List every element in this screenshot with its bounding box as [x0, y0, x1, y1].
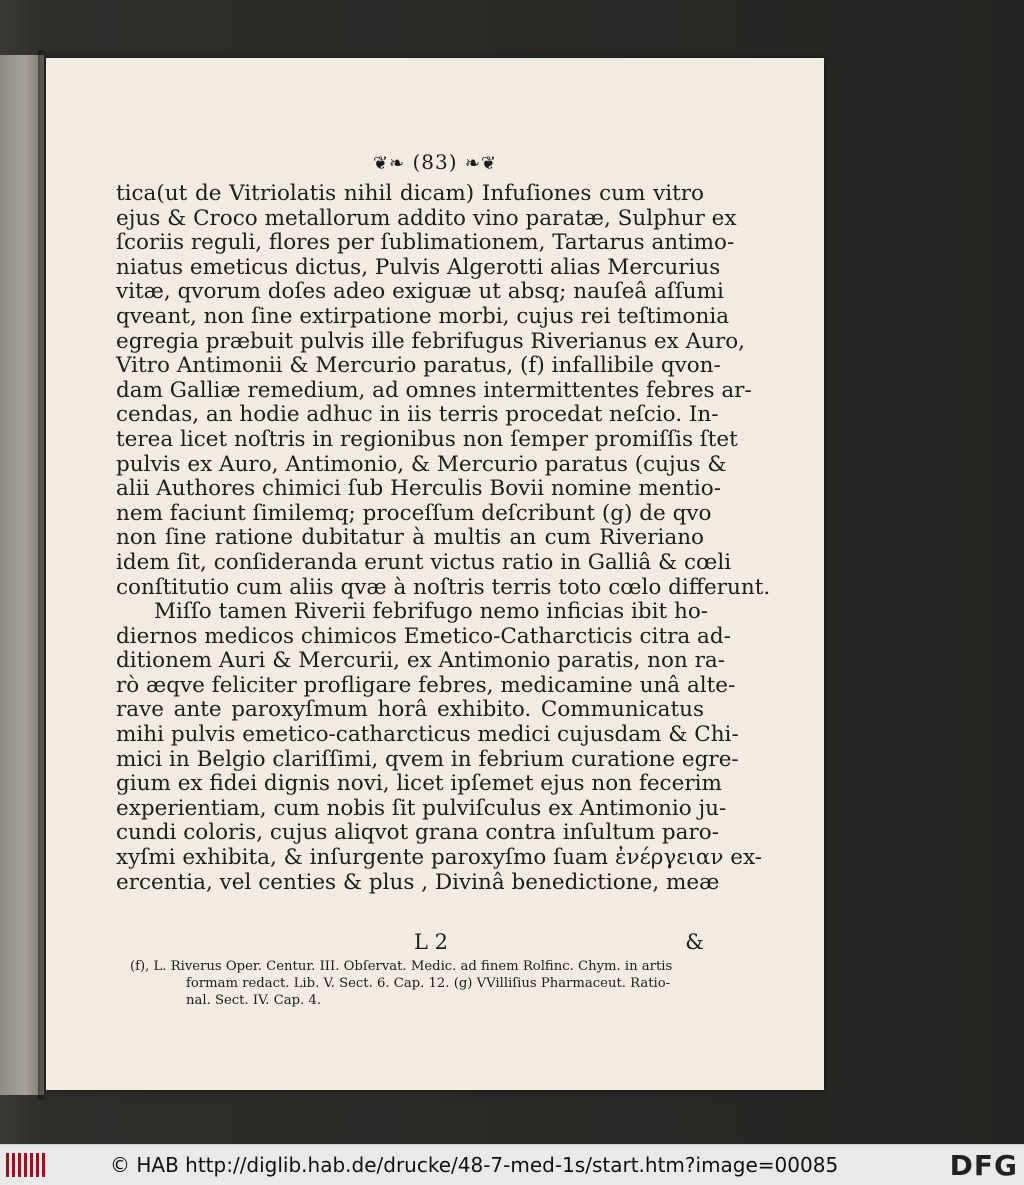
text-line: ditionem Auri & Mercurii, ex Antimonio paratis, non ra- — [116, 648, 725, 674]
text-line: Miſſo tamen Riverii febrifugo nemo inficias ibit ho- — [154, 599, 709, 625]
text-line: ejus & Croco metallorum addito vino paratæ, Sulphur ex — [116, 205, 737, 231]
signature-row — [116, 930, 704, 956]
footnote-line: formam redact. Lib. V. Sect. 6. Cap. 12. (g) VVilliſius Pharmaceut. Ratio- — [186, 976, 671, 991]
text-line: pulvis ex Auro, Antimonio, & Mercurio paratus (cujus & — [116, 451, 727, 477]
text-line: alii Authores chimici ſub Herculis Bovii nomine mentio- — [116, 476, 722, 502]
body-text — [116, 181, 771, 895]
text-line: conſtitutio cum aliis qvæ à noſtris terris toto cœlo differunt. — [116, 574, 771, 600]
text-line: vitæ, qvorum doſes adeo exiguæ ut absq; nauſeâ aſſumi — [116, 279, 724, 305]
text-line: tica(ut de Vitriolatis nihil dicam) Infuſiones cum vitro — [116, 181, 704, 206]
text-line: experientiam, cum nobis ſit pulviſculus ex Antimonio ju- — [116, 795, 727, 821]
text-line: egregia præbuit pulvis ille febrifugus Riverianus ex Auro, — [116, 328, 746, 354]
catchword: & — [685, 930, 704, 954]
text-line: Vitro Antimonii & Mercurio paratus, (f) infallibile qvon- — [116, 353, 721, 379]
viewer-footer — [0, 1144, 1024, 1185]
page-header — [46, 150, 824, 174]
text-line: idem ſit, conſideranda erunt victus ratio in Galliâ & cœli — [116, 549, 732, 575]
text-line: ercentia, vel centies & plus , Divinâ benedictione, meæ — [116, 869, 720, 895]
text-line: dam Galliæ remedium, ad omnes intermittentes febres ar- — [116, 377, 752, 403]
text-line: xyſmi exhibita, & inſurgente paroxyſmo ſuam ἐνέργειαν ex- — [116, 845, 762, 871]
text-line: diernos medicos chimicos Emetico-Catharcticis citra ad- — [116, 623, 731, 649]
text-line: rò æqve feliciter profligare febres, medicamine unâ alte- — [116, 672, 736, 698]
text-line: non ſine ratione dubitatur à multis an cum Riveriano — [116, 525, 704, 551]
text-line: mihi pulvis emetico-catharcticus medici cujusdam & Chi- — [116, 722, 739, 748]
footnotes — [130, 958, 704, 1009]
hab-barcode-icon — [6, 1153, 46, 1177]
text-line: niatus emeticus dictus, Pulvis Algerotti alias Mercurius — [116, 254, 721, 280]
text-line: cundi coloris, cujus aliqvot grana contra inſultum paro- — [116, 820, 719, 846]
dfg-logo: DFG — [949, 1149, 1018, 1182]
text-line: rave ante paroxyſmum horâ exhibito. Communicatus — [116, 697, 704, 723]
page-number: (83) — [412, 150, 458, 174]
copyright-url[interactable]: © HAB http://diglib.hab.de/drucke/48-7-med-1s/start.htm?image=00085 — [110, 1153, 839, 1177]
text-line: mici in Belgio clariſſimi, qvem in febrium curatione egre- — [116, 746, 739, 772]
footnote-line: nal. Sect. IV. Cap. 4. — [186, 993, 322, 1008]
text-line: qveant, non ſine extirpatione morbi, cujus rei teſtimonia — [116, 303, 730, 329]
text-line: gium ex fidei dignis novi, licet ipſemet ejus non fecerim — [116, 771, 722, 797]
book-page — [46, 58, 824, 1090]
ornament-right-icon: ❧❦ — [464, 153, 498, 174]
text-line: nem faciunt ſimilemq; proceſſum deſcribunt (g) de qvo — [116, 500, 712, 526]
footnote-line: (f), L. Riverus Oper. Centur. III. Obſervat. Medic. ad finem Rolfinc. Chym. in artis — [130, 959, 673, 974]
text-line: cendas, an hodie adhuc in iis terris procedat neſcio. In- — [116, 402, 719, 428]
text-line: ſcoriis reguli, flores per ſublimationem, Tartarus antimo- — [116, 230, 735, 256]
text-line: terea licet noſtris in regionibus non ſemper promiſſis ſtet — [116, 426, 738, 452]
signature-mark: L 2 — [414, 930, 448, 954]
ornament-left-icon: ❦❧ — [372, 153, 406, 174]
